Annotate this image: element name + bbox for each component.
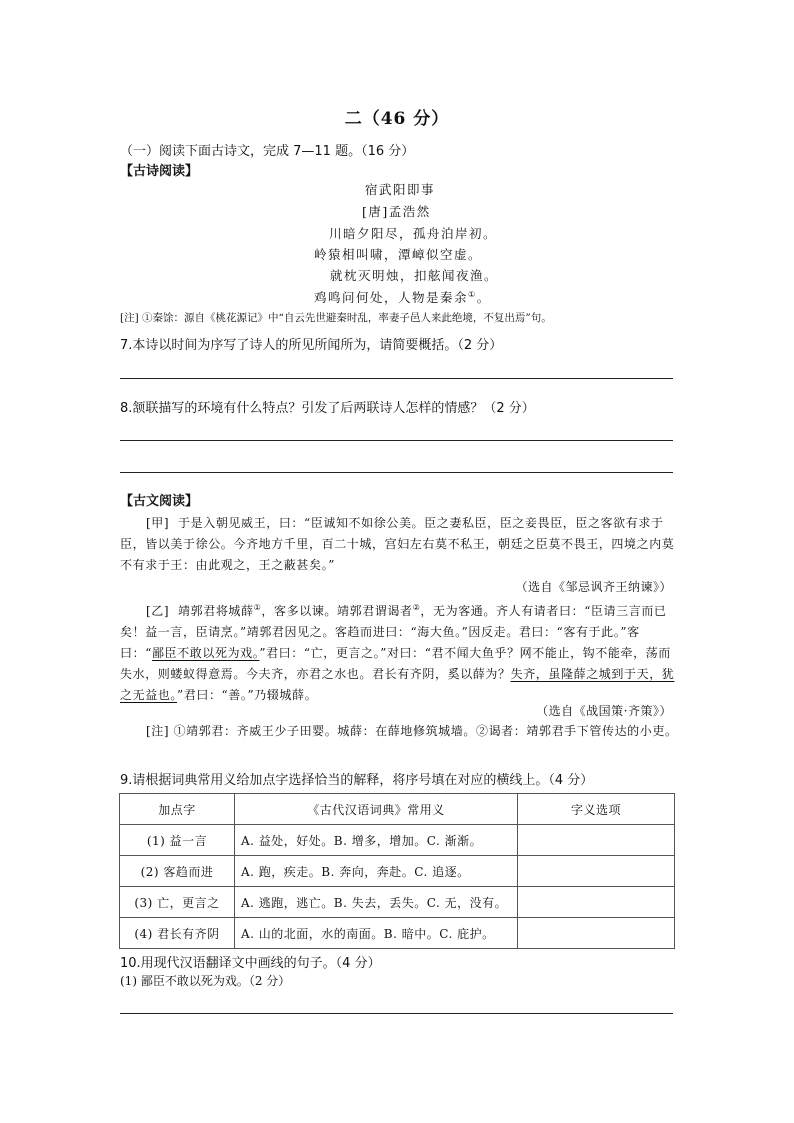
poem-title: 宿武阳即事	[365, 182, 436, 197]
yi-label: [乙]	[146, 604, 170, 618]
dictionary-table	[119, 793, 675, 949]
word-cell: (2) 客趋而进	[120, 856, 235, 887]
poem-line-4-text: 鸡鸣问何处，人物是秦余	[314, 290, 469, 305]
note-marker: ①	[468, 289, 477, 299]
table-row	[120, 887, 675, 918]
question-10-sub-1: (1) 鄙臣不敢以死为戏。（2 分）	[120, 974, 291, 988]
yi-text-5: ”君曰：“善。”乃辍城薛。	[177, 688, 318, 702]
answer-cell[interactable]	[518, 918, 675, 949]
underlined-sentence-1: 鄙臣不敢以死为戏。	[151, 646, 260, 660]
poem-line-1: 川暗夕阳尽，孤舟泊岸初。	[329, 226, 498, 241]
yi-note-1: ①	[253, 603, 262, 612]
table-header: 《古代汉语词典》常用义	[235, 794, 518, 825]
meaning-cell: A. 益处，好处。B. 增多，增加。C. 渐渐。	[235, 825, 518, 856]
poem-note: [注] ①秦馀：源自《桃花源记》中“自云先世避秦时乱，率妻子邑人来此绝境，不复出焉”句。	[120, 312, 552, 324]
table-row	[120, 856, 675, 887]
poem-heading: 【古诗阅读】	[120, 164, 199, 179]
poem-author: [唐]孟浩然	[362, 204, 431, 219]
yi-text-2: ，客多以谏。靖郭君谓谒者	[261, 604, 413, 618]
classical-heading: 【古文阅读】	[120, 494, 199, 509]
poem-line-2: 岭猿相叫啸，潭嶂似空虚。	[314, 247, 483, 262]
question-9: 9.请根据词典常用义给加点字选择恰当的解释，将序号填在对应的横线上。（4 分）	[120, 773, 594, 788]
answer-line-q7[interactable]	[120, 378, 673, 379]
jia-label: [甲]	[146, 516, 170, 530]
word-cell: (3) 亡，更言之	[120, 887, 235, 918]
question-7: 7.本诗以时间为序写了诗人的所见所闻所为，请简要概括。（2 分）	[120, 338, 503, 353]
passage-jia	[120, 513, 680, 576]
word-cell: (1) 益一言	[120, 825, 235, 856]
yi-note-2: ②	[412, 603, 421, 612]
table-header: 加点字	[120, 794, 235, 825]
section-title: 二（46 分）	[344, 109, 450, 129]
meaning-cell: A. 跑，疾走。B. 奔向，奔赴。C. 追逐。	[235, 856, 518, 887]
meaning-cell: A. 山的北面，水的南面。B. 暗中。C. 庇护。	[235, 918, 518, 949]
yi-source: （选自《战国策·齐策》）	[536, 704, 672, 718]
underlined-sentence-2: 失齐，虽隆薛之城到于天，犹之无益也。	[120, 667, 675, 702]
answer-line-q10-1[interactable]	[120, 1013, 673, 1014]
yi-text-4: ”君曰：“亡，更言之。”对曰：“君不闻大鱼乎？网不能止，钩不能牵，荡而失水，则蝼蚁得意焉。今夫齐，亦君之水也。君长有齐阴，奚以薛为？	[120, 646, 671, 681]
table-header: 字义选项	[518, 794, 675, 825]
poem-line-4	[314, 288, 491, 306]
yi-text-3: ，无为客通。齐人有请者曰：“臣请三言而已矣！益一言，臣请烹。”靖郭君因见之。客趋而进曰：“海大鱼。”因反走。君曰：“客有于此。”客曰：“	[120, 604, 667, 660]
answer-cell[interactable]	[518, 825, 675, 856]
table-row	[120, 918, 675, 949]
passage-yi	[120, 597, 680, 706]
meaning-cell: A. 逃跑，逃亡。B. 失去，丢失。C. 无，没有。	[235, 887, 518, 918]
answer-line-q8-1[interactable]	[120, 440, 673, 441]
answer-cell[interactable]	[518, 856, 675, 887]
yi-text-1: 靖郭君将城薛	[178, 604, 254, 618]
answer-cell[interactable]	[518, 887, 675, 918]
jia-source: （选自《邹忌讽齐王纳谏》）	[515, 580, 672, 594]
poem-line-4-punct: 。	[476, 290, 491, 305]
answer-line-q8-2[interactable]	[120, 472, 673, 473]
classical-note: [注] ①靖郭君：齐威王少子田婴。城薛：在薛地修筑城墙。②谒者：靖郭君手下管传达的小吏。	[146, 724, 678, 738]
jia-text: 于是入朝见威王，曰：“臣诚知不如徐公美。臣之妻私臣，臣之妾畏臣，臣之客欲有求于臣，皆以美于徐公。今齐地方千里，百二十城，宫妇左右莫不私王，朝廷之臣莫不畏王，四境之内莫不有求于王：由此观之，王之蔽甚矣。”	[120, 516, 675, 572]
question-8: 8.颔联描写的环境有什么特点？引发了后两联诗人怎样的情感？（2 分）	[120, 401, 535, 416]
part1-intro: （一）阅读下面古诗文，完成 7—11 题。（16 分）	[120, 144, 415, 159]
table-row	[120, 825, 675, 856]
question-10: 10.用现代汉语翻译文中画线的句子。（4 分）	[120, 956, 381, 971]
table-header-row	[120, 794, 675, 825]
word-cell: (4) 君长有齐阴	[120, 918, 235, 949]
poem-line-3: 就枕灭明烛，扣舷闻夜渔。	[330, 268, 499, 283]
